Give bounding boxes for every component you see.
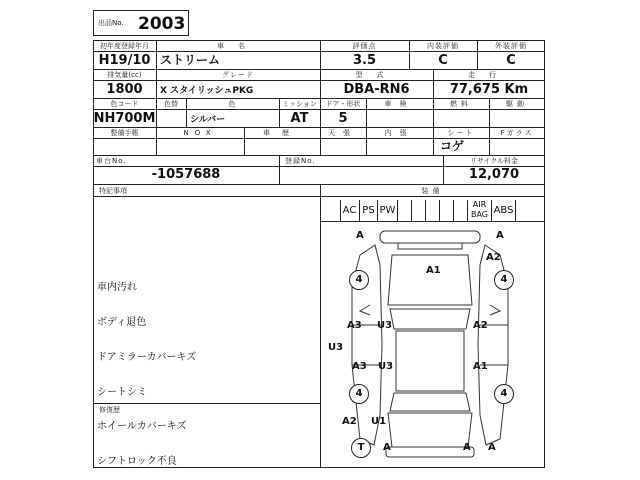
value-score: 3.5	[352, 53, 377, 68]
value-color: シルバー	[190, 115, 226, 125]
option-cell: ABS	[492, 200, 516, 221]
option-cell: AIR BAG	[468, 200, 492, 221]
option-cell	[398, 200, 412, 221]
label-drive: 駆動	[506, 100, 528, 108]
option-cell: AC	[340, 200, 360, 221]
value-recycle: 12,070	[468, 167, 520, 182]
value-model: DBA-RN6	[343, 82, 410, 97]
label-color: 色	[228, 100, 237, 108]
remark-line: シフトロック不良	[97, 456, 177, 468]
remark-line: ホイールカバーキズ	[97, 421, 187, 433]
mark-rear-a1: A	[383, 442, 391, 453]
mark-front-right: A	[496, 230, 504, 241]
value-interior: C	[438, 53, 448, 68]
label-mission: ミッション	[282, 100, 317, 108]
label-inspection: 車検	[384, 100, 415, 108]
mark-pillar-l: U3	[377, 320, 393, 331]
tire-rl-circle: 4	[349, 384, 369, 404]
remarks-notes	[97, 259, 196, 479]
value-reg-year: H19/10	[98, 53, 151, 68]
spare-tire-circle: T	[351, 438, 371, 458]
label-interior-trim: 内張	[384, 129, 415, 137]
label-seat: シート	[447, 129, 475, 137]
mark-hood: A1	[426, 265, 441, 276]
option-cell: PS	[360, 200, 378, 221]
label-exterior: 外装評価	[495, 42, 527, 50]
label-remarks: 特記事項	[99, 187, 127, 195]
label-equipment: 整備手帳	[110, 129, 139, 137]
mark-door-rl: A3	[352, 361, 367, 372]
value-doors: 5	[338, 111, 348, 126]
label-f-glass: Fガラス	[500, 129, 534, 137]
lot-box	[93, 10, 189, 36]
mark-rear-a2: A	[463, 442, 471, 453]
label-displacement: 排気量(cc)	[107, 71, 142, 79]
label-recycle: リサイクル料金	[469, 157, 519, 165]
value-grade: X スタイリッシュPKG	[160, 86, 254, 96]
mark-rear-a3: A	[488, 442, 496, 453]
option-cell	[440, 200, 454, 221]
label-interior: 内装評価	[427, 42, 459, 50]
option-cell: PW	[378, 200, 398, 221]
label-score: 評価点	[352, 42, 377, 50]
label-car-name: 車名	[217, 42, 259, 50]
remark-line: シートシミ	[97, 386, 147, 398]
option-cell	[412, 200, 426, 221]
mark-rocker-l: U3	[328, 342, 344, 353]
label-sunroof: 天張	[328, 129, 358, 137]
lot-number: 2003	[138, 14, 186, 34]
mark-rear-u: U1	[371, 416, 387, 427]
mark-front-left: A	[356, 230, 364, 241]
tire-fl-circle: 4	[349, 270, 369, 290]
value-mileage: 77,675 Km	[449, 82, 529, 97]
value-displacement: 1800	[106, 82, 143, 97]
tire-fr-circle: 4	[494, 270, 514, 290]
value-exterior: C	[506, 53, 516, 68]
mark-door-fr: A2	[473, 320, 488, 331]
mark-rear-bumper-l: A2	[342, 416, 357, 427]
option-cell	[426, 200, 440, 221]
value-car-name: ストリーム	[160, 53, 221, 67]
mark-door-fl: A3	[347, 320, 362, 331]
label-doors: ドア・形状	[325, 100, 361, 108]
label-model: 型式	[355, 71, 398, 79]
label-chassis-no: 車台No.	[96, 157, 127, 165]
mark-roof-l: U3	[378, 361, 394, 372]
lot-label: 出品No.	[98, 19, 124, 27]
option-cell	[454, 200, 468, 221]
remark-line: ドアミラーカバーキズ	[97, 351, 197, 363]
label-reg-year: 初年度登録年月	[100, 42, 149, 50]
label-fuel: 燃料	[450, 100, 472, 108]
mark-front-fender-r: A2	[486, 252, 501, 263]
label-grade: グレード	[222, 71, 254, 79]
value-chassis-no: -1057688	[151, 167, 221, 182]
remark-line: ボディ退色	[97, 316, 147, 328]
label-repair: 修復歴	[99, 406, 120, 414]
value-color-code: NH700M	[93, 111, 156, 126]
mark-door-rr: A1	[473, 361, 488, 372]
label-nox: NOX	[183, 129, 217, 137]
value-mission: AT	[290, 111, 309, 126]
label-color-code: 色コード	[110, 100, 139, 108]
label-reg-no: 登録No.	[285, 157, 316, 165]
label-equip-area: 装備	[421, 187, 444, 195]
value-seat: コゲ	[440, 139, 465, 153]
label-color-num: 色替	[164, 100, 178, 108]
tire-rr-circle: 4	[494, 384, 514, 404]
remark-line: 車内汚れ	[97, 282, 137, 294]
label-mileage: 走行	[468, 71, 510, 79]
label-history: 車歴	[263, 129, 301, 137]
